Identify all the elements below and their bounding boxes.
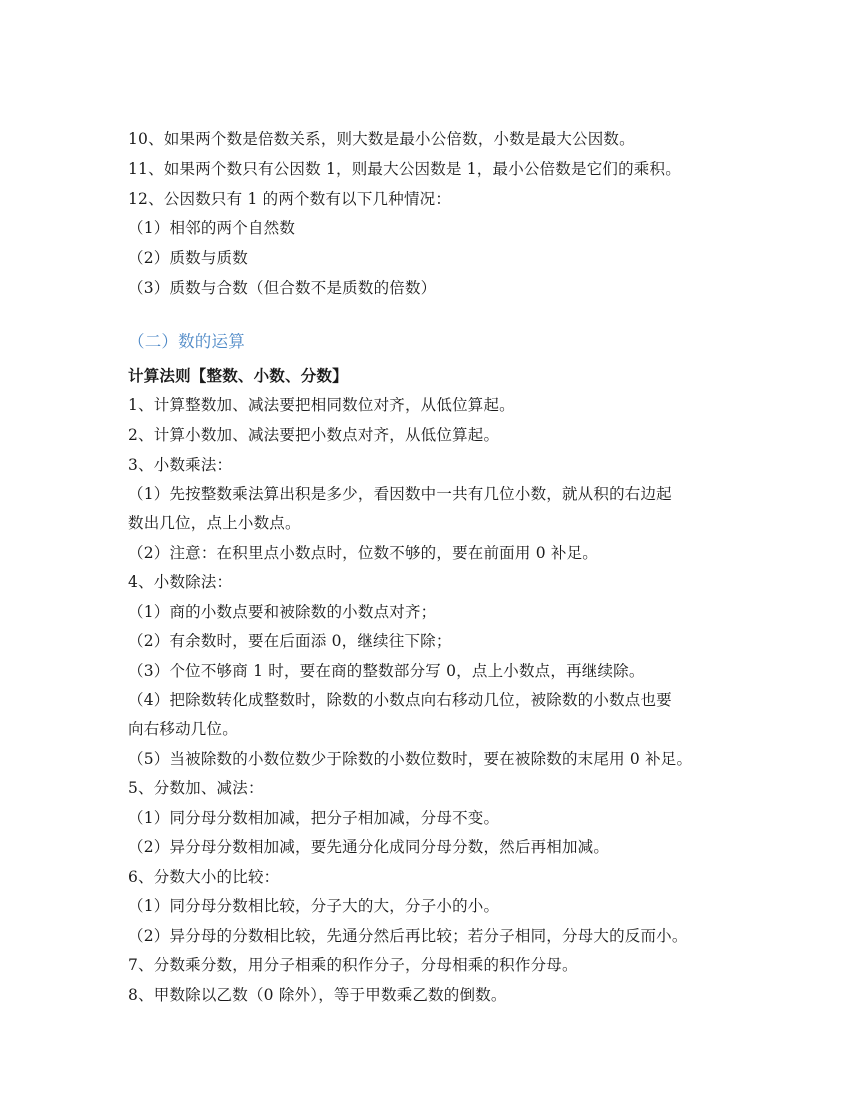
- text-line-7: 7、分数乘分数，用分子相乘的积作分子，分母相乘的积作分母。: [128, 956, 578, 974]
- text-line-6-1: （1）同分母分数相比较，分子大的大，分子小的小。: [128, 897, 500, 915]
- text-line-3-1-cont: 数出几位，点上小数点。: [128, 514, 301, 532]
- text-line-5-1: （1）同分母分数相加减，把分子相加减，分母不变。: [128, 809, 500, 827]
- text-line-2: 2、计算小数加、减法要把小数点对齐，从低位算起。: [128, 426, 500, 444]
- text-line-3: 3、小数乘法：: [128, 456, 233, 474]
- text-line-4: 4、小数除法：: [128, 573, 233, 591]
- text-line-12-1: （1）相邻的两个自然数: [128, 219, 296, 237]
- text-line-1: 1、计算整数加、减法要把相同数位对齐，从低位算起。: [128, 396, 515, 414]
- text-line-12: 12、公因数只有 1 的两个数有以下几种情况：: [128, 190, 452, 208]
- text-line-3-1: （1）先按整数乘法算出积是多少，看因数中一共有几位小数，就从积的右边起: [128, 485, 672, 503]
- text-line-3-2: （2）注意：在积里点小数点时，位数不够的，要在前面用 0 补足。: [128, 544, 598, 562]
- text-line-4-5: （5）当被除数的小数位数少于除数的小数位数时，要在被除数的末尾用 0 补足。: [128, 750, 693, 768]
- text-line-6: 6、分数大小的比较：: [128, 868, 280, 886]
- rule-title: 计算法则【整数、小数、分数】: [128, 367, 348, 385]
- text-line-12-2: （2）质数与质数: [128, 249, 248, 267]
- text-line-6-2: （2）异分母的分数相比较，先通分然后再比较；若分子相同，分母大的反而小。: [128, 927, 688, 945]
- text-line-8: 8、甲数除以乙数（0 除外），等于甲数乘乙数的倒数。: [128, 986, 507, 1004]
- text-line-4-4: （4）把除数转化成整数时，除数的小数点向右移动几位，被除数的小数点也要: [128, 691, 672, 709]
- text-line-12-3: （3）质数与合数（但合数不是质数的倍数）: [128, 279, 437, 297]
- text-line-4-1: （1）商的小数点要和被除数的小数点对齐；: [128, 603, 437, 621]
- text-line-5: 5、分数加、减法：: [128, 779, 264, 797]
- text-line-4-3: （3）个位不够商 1 时，要在商的整数部分写 0，点上小数点，再继续除。: [128, 662, 645, 680]
- text-line-4-2: （2）有余数时，要在后面添 0，继续往下除；: [128, 632, 452, 650]
- text-line-11: 11、如果两个数只有公因数 1，则最大公因数是 1，最小公倍数是它们的乘积。: [128, 160, 681, 178]
- text-line-4-4-cont: 向右移动几位。: [128, 720, 238, 738]
- section-heading: （二）数的运算: [128, 332, 245, 351]
- text-line-5-2: （2）异分母分数相加减，要先通分化成同分母分数，然后再相加减。: [128, 838, 610, 856]
- text-line-10: 10、如果两个数是倍数关系，则大数是最小公倍数，小数是最大公因数。: [128, 130, 635, 148]
